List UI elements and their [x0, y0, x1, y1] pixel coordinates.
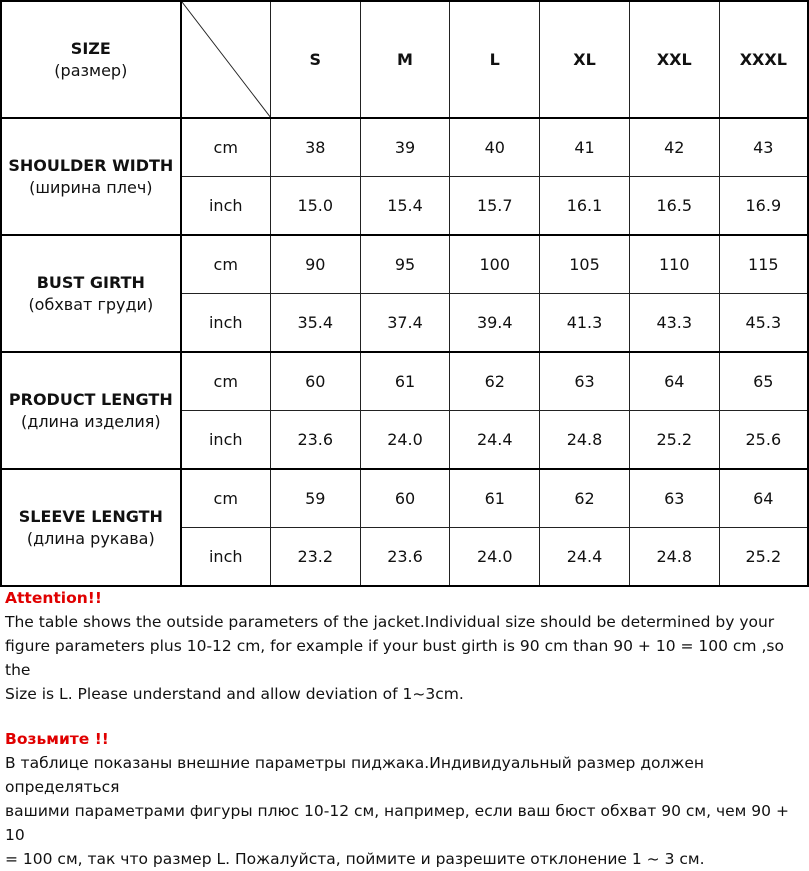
shoulder-width-unit-cm: cm — [181, 118, 271, 177]
bust-girth-cm-s: 90 — [270, 235, 360, 294]
sleeve-length-cm-xl: 62 — [540, 469, 630, 528]
sleeve-length-cm-s: 59 — [270, 469, 360, 528]
size-header-xxl: XXL — [629, 1, 719, 118]
shoulder-width-inch-xxxl: 16.9 — [719, 177, 808, 236]
product-length-inch-xxl: 25.2 — [629, 411, 719, 470]
sleeve-length-inch-xxxl: 25.2 — [719, 528, 808, 587]
sleeve-length-label-cell — [1, 469, 181, 586]
bust-girth-inch-s: 35.4 — [270, 294, 360, 353]
bust-girth-subtitle: (обхват груди) — [28, 294, 154, 314]
sleeve-length-unit-inch: inch — [181, 528, 271, 587]
product-length-inch-s: 23.6 — [270, 411, 360, 470]
shoulder-width-cm-m: 39 — [360, 118, 450, 177]
bust-girth-cm-l: 100 — [450, 235, 540, 294]
bust-girth-inch-xxl: 43.3 — [629, 294, 719, 353]
bust-girth-cm-xxxl: 115 — [719, 235, 808, 294]
product-length-cm-xl: 63 — [540, 352, 630, 411]
product-length-inch-l: 24.4 — [450, 411, 540, 470]
shoulder-width-cm-xxl: 42 — [629, 118, 719, 177]
sleeve-length-title: SLEEVE LENGTH — [18, 506, 163, 526]
product-length-cm-xxxl: 65 — [719, 352, 808, 411]
attention-heading-en: Attention!! — [5, 589, 102, 607]
size-header-xl: XL — [540, 1, 630, 118]
size-label: SIZE — [70, 38, 111, 58]
size-header-xxxl: XXXL — [719, 1, 808, 118]
product-length-unit-cm: cm — [181, 352, 271, 411]
note-line-en-1: The table shows the outside parameters of the jacket.Individual size should be determined by your — [5, 613, 775, 631]
bust-girth-cm-m: 95 — [360, 235, 450, 294]
bust-girth-cm-xl: 105 — [540, 235, 630, 294]
product-length-cm-row — [1, 352, 808, 411]
bust-girth-title: BUST GIRTH — [36, 272, 145, 292]
shoulder-width-cm-l: 40 — [450, 118, 540, 177]
shoulder-width-inch-l: 15.7 — [450, 177, 540, 236]
sleeve-length-cm-xxxl: 64 — [719, 469, 808, 528]
bust-girth-inch-xxxl: 45.3 — [719, 294, 808, 353]
shoulder-width-subtitle: (ширина плеч) — [29, 177, 153, 197]
header-row — [1, 1, 808, 118]
product-length-inch-xxxl: 25.6 — [719, 411, 808, 470]
sleeve-length-inch-s: 23.2 — [270, 528, 360, 587]
product-length-inch-m: 24.0 — [360, 411, 450, 470]
shoulder-width-cm-s: 38 — [270, 118, 360, 177]
shoulder-width-title: SHOULDER WIDTH — [8, 155, 174, 175]
shoulder-width-inch-xxl: 16.5 — [629, 177, 719, 236]
sleeve-length-unit-cm: cm — [181, 469, 271, 528]
shoulder-width-label-cell — [1, 118, 181, 235]
bust-girth-inch-l: 39.4 — [450, 294, 540, 353]
shoulder-width-cm-xl: 41 — [540, 118, 630, 177]
size-label-cell — [1, 1, 181, 118]
sleeve-length-subtitle: (длина рукава) — [26, 528, 155, 548]
sleeve-length-inch-xl: 24.4 — [540, 528, 630, 587]
product-length-cm-l: 62 — [450, 352, 540, 411]
product-length-inch-xl: 24.8 — [540, 411, 630, 470]
sleeve-length-inch-l: 24.0 — [450, 528, 540, 587]
sleeve-length-cm-row — [1, 469, 808, 528]
product-length-cm-s: 60 — [270, 352, 360, 411]
shoulder-width-cm-xxxl: 43 — [719, 118, 808, 177]
bust-girth-cm-row — [1, 235, 808, 294]
bust-girth-cm-xxl: 110 — [629, 235, 719, 294]
sleeve-length-cm-xxl: 63 — [629, 469, 719, 528]
note-line-en-2: figure parameters plus 10-12 cm, for example if your bust girth is 90 cm than 90 + 10 = 100 cm ,so the — [5, 637, 784, 679]
product-length-title: PRODUCT LENGTH — [8, 389, 173, 409]
bust-girth-inch-xl: 41.3 — [540, 294, 630, 353]
shoulder-width-unit-inch: inch — [181, 177, 271, 236]
diagonal-corner-cell — [181, 1, 271, 118]
bust-girth-label-cell — [1, 235, 181, 352]
size-header-m: M — [360, 1, 450, 118]
size-header-s: S — [270, 1, 360, 118]
bust-girth-inch-m: 37.4 — [360, 294, 450, 353]
product-length-label-cell — [1, 352, 181, 469]
sleeve-length-cm-m: 60 — [360, 469, 450, 528]
note-line-en-3: Size is L. Please understand and allow deviation of 1~3cm. — [5, 685, 464, 703]
shoulder-width-cm-row — [1, 118, 808, 177]
bust-girth-unit-inch: inch — [181, 294, 271, 353]
note-line-ru-2: вашими параметрами фигуры плюс 10-12 см, например, если ваш бюст обхват 90 см, чем 90 + 10 — [5, 802, 789, 844]
shoulder-width-inch-s: 15.0 — [270, 177, 360, 236]
diagonal-line — [182, 2, 270, 117]
shoulder-width-inch-xl: 16.1 — [540, 177, 630, 236]
attention-heading-ru: Возьмите !! — [5, 730, 109, 748]
note-line-ru-3: = 100 см, так что размер L. Пожалуйста, поймите и разрешите отклонение 1 ~ 3 см. — [5, 850, 705, 868]
notes-section — [5, 586, 805, 871]
size-sub-label: (размер) — [54, 60, 128, 80]
product-length-unit-inch: inch — [181, 411, 271, 470]
size-header-l: L — [450, 1, 540, 118]
shoulder-width-inch-m: 15.4 — [360, 177, 450, 236]
product-length-cm-m: 61 — [360, 352, 450, 411]
sleeve-length-inch-xxl: 24.8 — [629, 528, 719, 587]
bust-girth-unit-cm: cm — [181, 235, 271, 294]
sleeve-length-inch-m: 23.6 — [360, 528, 450, 587]
note-line-ru-1: В таблице показаны внешние параметры пиджака.Индивидуальный размер должен определяться — [5, 754, 705, 796]
product-length-subtitle: (длина изделия) — [21, 411, 161, 431]
sleeve-length-cm-l: 61 — [450, 469, 540, 528]
product-length-cm-xxl: 64 — [629, 352, 719, 411]
